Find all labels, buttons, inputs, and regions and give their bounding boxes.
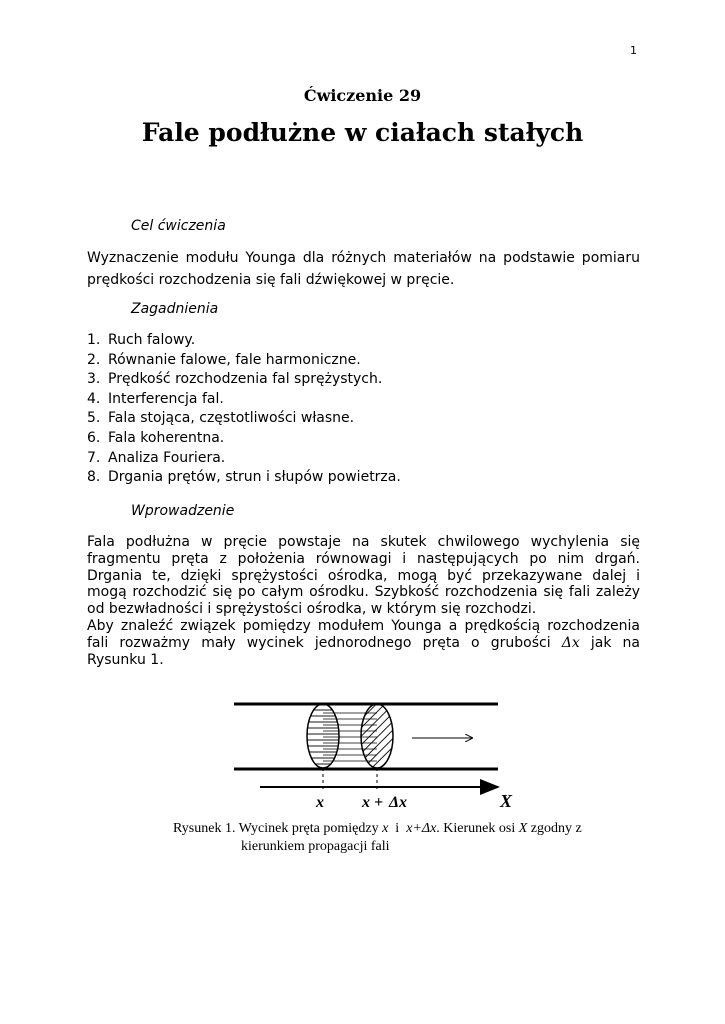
list-item: 8. Drgania prętów, strun i słupów powietrza. <box>87 469 401 486</box>
intro-line: od bezwładności i sprężystości ośrodka, w którym się rozchodzi. <box>87 601 537 618</box>
goal-line: Wyznaczenie modułu Younga dla różnych materiałów na podstawie pomiaru <box>87 250 640 266</box>
delta-x-symbol: Δx <box>561 634 580 651</box>
intro-line: Aby znaleźć związek pomiędzy modułem Younga a prędkością rozchodzenia <box>87 617 640 634</box>
list-item: 2. Równanie falowe, fale harmoniczne. <box>87 351 361 368</box>
page-number: 1 <box>630 44 637 57</box>
list-item: 5. Fala stojąca, częstotliwości własne. <box>87 410 355 427</box>
goal-heading: Cel ćwiczenia <box>131 218 226 234</box>
list-item: 4. Interferencja fal. <box>87 390 224 407</box>
cross-section-x-plus-dx <box>361 704 393 768</box>
rod-segment-figure <box>220 695 513 813</box>
list-item: 7. Analiza Fouriera. <box>87 449 226 466</box>
list-item: 3. Prędkość rozchodzenia fal sprężystych. <box>87 371 383 388</box>
list-item: 6. Fala koherentna. <box>87 429 225 446</box>
introduction-paragraph <box>87 534 640 668</box>
page-title: Fale podłużne w ciałach stałych <box>141 118 584 147</box>
goal-paragraph <box>87 247 640 291</box>
intro-line: mogą rozchodzić się po całym ośrodku. Szybkość rozchodzenia się fali zależy <box>87 584 640 601</box>
intro-line: Drgania te, dzięki sprężystości ośrodka, mogą być przekazywane dalej i <box>87 567 640 584</box>
label-delta-x: Δx <box>389 794 408 811</box>
intro-line: fragmentu pręta z położenia równowagi i następujących po nim drgań. <box>87 550 640 567</box>
intro-line: fali rozważmy mały wycinek jednorodnego pręta o grubości Δx jak na <box>87 634 641 651</box>
topics-list <box>87 331 401 488</box>
list-item: 1. Ruch falowy. <box>87 332 196 348</box>
intro-line: Rysunku 1. <box>87 651 164 668</box>
introduction-heading: Wprowadzenie <box>131 503 235 519</box>
figure-caption: Rysunek 1. Wycinek pręta pomiędzy x i x+Δx. Kierunek osi X zgodny z kierunkiem propagacji fali <box>173 821 582 854</box>
label-x: x <box>316 794 324 811</box>
axis-label-x: X <box>500 791 513 811</box>
label-x-plus: x + <box>362 794 384 811</box>
intro-line: Fala podłużna w pręcie powstaje na skutek chwilowego wychylenia się <box>87 534 640 550</box>
cross-section-x <box>307 704 339 768</box>
goal-line: prędkości rozchodzenia się fali dźwiękowej w pręcie. <box>87 272 455 288</box>
topics-heading: Zagadnienia <box>131 301 219 317</box>
exercise-label: Ćwiczenie 29 <box>303 86 422 105</box>
